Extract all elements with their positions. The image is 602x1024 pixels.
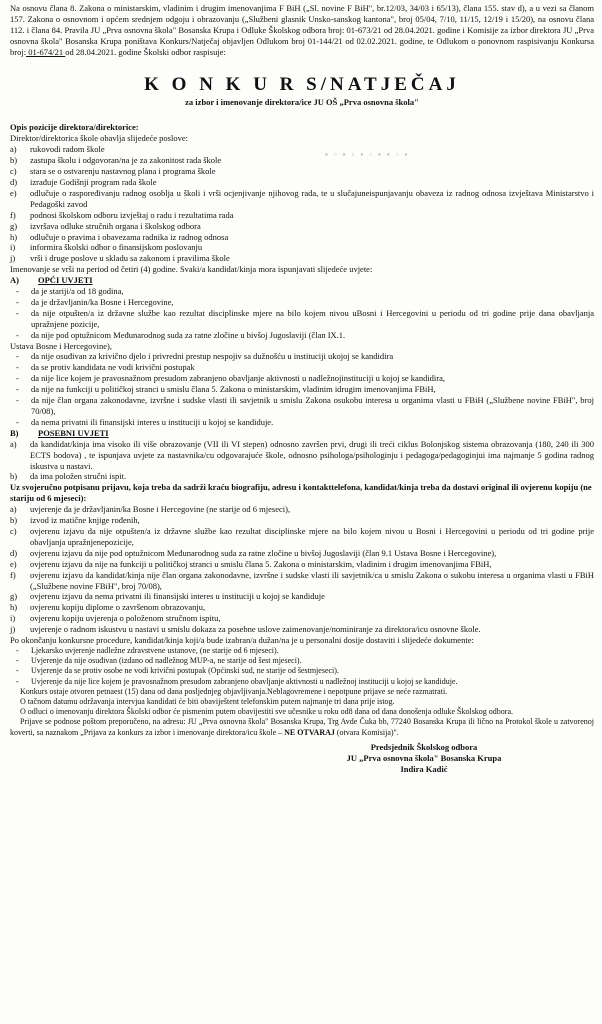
faded-stamp: ▪ ▫ ▪ ▫ ▪ ▫ ▪ ▪ ▫ ▪ xyxy=(325,150,410,159)
item-letter: a) xyxy=(10,504,17,515)
intro-paragraph xyxy=(10,3,594,58)
list-item-text: ovjerenu izjavu da nije na funkciji u političkoj stranci u smislu člana 5. Zakona o ministarskim, vladinim i drugim imenovanjima FBiH, xyxy=(30,558,492,569)
dash-bullet: - xyxy=(16,329,19,340)
list-item xyxy=(10,242,594,253)
submit-paragraph xyxy=(10,717,594,737)
list-item-text: izvod iz matične knjige rođenih, xyxy=(30,515,140,526)
item-letter: b) xyxy=(10,155,18,166)
list-item-text: da nije pod optužnicom Međunarodnog suda za ratne zločine u bivšoj Jugoslaviji (član IX.1. xyxy=(31,329,346,340)
item-letter: g) xyxy=(10,591,18,602)
dash-bullet: - xyxy=(16,362,19,373)
list-item xyxy=(10,677,594,687)
list-item-text: odlučuje o pravima i obavezama radnika iz radnog odnosa xyxy=(30,231,229,242)
documents-list xyxy=(10,504,594,635)
submit-end: (otvara Komisija)". xyxy=(334,727,399,737)
item-letter: h) xyxy=(10,231,18,242)
list-item xyxy=(10,656,594,666)
list-item-text: podnosi školskom odboru izvještaj o radu i rezultatima rada xyxy=(30,209,234,220)
list-item-text: ovjerenu kopiju uvjerenja o položenom stručnom ispitu, xyxy=(30,613,221,624)
item-letter: j) xyxy=(10,624,16,635)
signature-role: Predsjednik Školskog odbora xyxy=(370,741,478,752)
item-letter: e) xyxy=(10,558,17,569)
list-item-text: stara se o ostvarenju nastavnog plana i programa škole xyxy=(30,166,216,177)
item-letter: e) xyxy=(10,187,17,198)
item-letter: c) xyxy=(10,525,17,536)
after-documents-list xyxy=(10,646,594,687)
list-item xyxy=(10,570,594,592)
item-letter: d) xyxy=(10,176,18,187)
list-item xyxy=(10,210,594,221)
list-item xyxy=(10,591,594,602)
list-item-text: da je državljanin/ka Bosne i Hercegovine, xyxy=(31,296,174,307)
list-item xyxy=(10,166,594,177)
list-item-text: ovjerenu izjavu da nije pod optužnicom Međunarodnog suda za ratne zločine u bivšoj Jugoslaviji (član 9.1 Ustava Bosne i Hercegovine), xyxy=(30,547,497,558)
dash-bullet: - xyxy=(16,351,19,362)
item-letter: b) xyxy=(10,471,18,482)
dash-bullet: - xyxy=(16,416,19,427)
dash-bullet: - xyxy=(16,676,19,686)
list-item xyxy=(10,297,594,308)
list-item-text: uvjerenje da je državljanin/ka Bosne i Hercegovine (ne starije od 6 mjeseci), xyxy=(30,504,291,515)
opis-heading: Opis pozicije direktora/direktorice: xyxy=(10,122,139,133)
list-item xyxy=(10,504,594,515)
item-letter: f) xyxy=(10,569,16,580)
item-letter: f) xyxy=(10,209,16,220)
item-letter: c) xyxy=(10,166,17,177)
list-item-text: rukovodi radom škole xyxy=(30,144,105,155)
special-conditions-list xyxy=(10,439,594,483)
item-letter: g) xyxy=(10,220,18,231)
list-item xyxy=(10,526,594,548)
dash-bullet: - xyxy=(16,384,19,395)
list-item-text: da ima položen stručni ispit. xyxy=(30,471,127,482)
general-conditions-list xyxy=(10,286,594,341)
note-text: Konkurs ostaje otvoren petnaest (15) dana od dana posljednjeg objavljivanja.Neblagovremene i nepotpune prijave se neće razmatrati. xyxy=(20,686,448,696)
submit-text: Prijave se podnose poštom preporučeno, na adresu: JU „Prva osnovna škola" Bosanska Krupa, Trg Avde Čuka bb, 77240 Bosanska Krupa ili lično na Protokol škole u zatvorenoj koverti, sa naznakom „Prijava za konkurs za izbor i imenovanje direktora/icu škole – xyxy=(10,717,594,737)
list-item-text: Uvjerenje da nije lice kojem je pravosnažnom presudom zabranjeno obavljanje aktivnosti u nadležnoj instituciji u kojoj se kandiduje. xyxy=(31,676,458,686)
section-b-label: B) xyxy=(10,427,19,438)
note-text: O odluci o imenovanju direktora Školski odbor će pismenim putem obavijestiti sve učesnike u roku od8 dana od dana donošenja odluke Školskog odbora. xyxy=(20,707,514,717)
list-item xyxy=(10,646,594,656)
list-item-text: ovjerenu izjavu da kandidat/kinja nije član organa zakonodavne, izvršne i sudske vlasti ili savjetnik/ca u smislu Zakona o sukobu interesa u organima vlasti u FBiH („Službene novine FBiH", broj 70/08), xyxy=(30,569,594,591)
duties-list xyxy=(10,144,594,264)
list-item-text: da se protiv kandidata ne vodi krivični postupak xyxy=(31,362,195,373)
list-item xyxy=(10,559,594,570)
list-item-text: da nije osuđivan za krivično djelo i privredni prestup nespojiv sa dužnošću u instituciji ukojoj se kandidira xyxy=(31,351,394,362)
submit-bold: NE OTVARAJ xyxy=(282,727,335,737)
dash-bullet: - xyxy=(16,666,19,676)
note-text: O tačnom datumu održavanja intervjua kandidati će biti obaviještent telefonskim putem najmanje tri dana prije istog. xyxy=(20,696,395,706)
list-item xyxy=(10,232,594,243)
list-item xyxy=(10,362,594,373)
dash-bullet: - xyxy=(16,286,19,297)
document-title: K O N K U R S/NATJEČAJ xyxy=(144,73,460,95)
intro-end: od 28.04.2021. godine Školski odbor raspisuje: xyxy=(65,46,226,57)
list-item xyxy=(10,221,594,232)
item-letter: j) xyxy=(10,253,16,264)
dash-bullet: - xyxy=(16,307,19,318)
list-item xyxy=(10,471,594,482)
list-item xyxy=(10,417,594,428)
list-item xyxy=(10,155,594,166)
period-text: Imenovanje se vrši na period od četiri (4) godine. Svaki/a kandidat/kinja mora ispunjavati slijedeće uvjete: xyxy=(10,264,373,275)
list-item-text: ovjerenu izjavu da nije otpušten/a iz državne službe kao rezultat disciplinske mjere na bilo kojem nivou u Bosni i Hercegovini u periodu od tri godine prije obavljanja upražnjenepozicije, xyxy=(30,525,594,547)
list-item xyxy=(10,144,594,155)
list-item xyxy=(10,624,594,635)
dash-bullet: - xyxy=(16,373,19,384)
list-item xyxy=(10,308,594,330)
intro-number: 01-674/21 xyxy=(26,46,66,57)
section-a-title: OPĆI UVJETI xyxy=(38,275,93,286)
section-a-heading xyxy=(10,275,594,286)
list-item xyxy=(10,384,594,395)
list-item-text: vrši i druge poslove u skladu sa zakonom i pravilima škole xyxy=(30,253,230,264)
list-item-text: ovjerenu izjavu da nema privatni ili finansijski interes u instituciji u kojoj se kandiduje xyxy=(30,591,325,602)
item-letter: d) xyxy=(10,547,18,558)
item-letter: i) xyxy=(10,242,16,253)
document-subtitle: za izbor i imenovanje direktora/ice JU OŠ „Prva osnovna škola" xyxy=(185,96,419,107)
general-conditions-list-2 xyxy=(10,351,594,427)
list-item xyxy=(10,373,594,384)
list-item-text: uvjerenje o radnom iskustvu u nastavi u smislu dokaza za posebne uslove zaimenovanje/nominiranje za direktora/icu osnovne škole. xyxy=(30,624,481,635)
item-letter: i) xyxy=(10,613,16,624)
list-item-text: da nije otpušten/a iz državne službe kao rezultat disciplinske mjere na bilo kojem nivou uBosni i Hercegovini u periodu od tri godine prije dana obavljanja upražnjene pozicije, xyxy=(31,307,594,329)
section-b-title: POSEBNI UVJETI xyxy=(38,427,109,438)
list-item xyxy=(10,330,594,341)
list-item xyxy=(10,286,594,297)
signature-block xyxy=(10,742,594,775)
list-item-text: ovjerenu kopiju diplome o završenom obrazovanju, xyxy=(30,602,206,613)
list-item-text: da nije član organa zakonodavne, izvršne i sudske vlasti ili savjetnik u smislu Zakona osukobu interesa u organima vlasti u FBiH („Službene novine FBiH", broj 70/08), xyxy=(31,395,594,416)
docs-heading: Uz svojeručno potpisanu prijavu, koja treba da sadrži kraću biografiju, adresu i kontakttelefona, kandidat/kinja treba da dostavi original ili ovjerenu kopiju (ne stariju od 6 mjeseci): xyxy=(10,482,592,504)
intro-text: Na osnovu člana 8. Zakona o ministarskim, vladinim i drugim imenovanjima F BiH („Sl. novine F BiH", br.12/03, 34/03 i 65/13), člana 155. stav d), a u vezi sa članom 157. Zakona o osnovnom i općem srednjem odgoju i obrazovanju („Službeni glasnik Unsko-sanskog kantona", broj 05/04, 7/10, 11/15, 12/19 i 15/20), na osnovu člana 112. i člana 84. Pravila JU „Prva osnovna škola" Bosanska Krupa i Odluke Školskog odbora broj: 01-673/21 od 28.04.2021. godine i Komisije za izbor direktora JU „Prva osnovna škola" Bosanska Krupa poništava Konkurs/Natječaj objavljen Odlukom broj 01-144/21 od 02.02.2021. godine, te Odlukom o ponovnom raspisivanju Konkursa broj: xyxy=(10,3,594,57)
list-item xyxy=(10,602,594,613)
signature-name: Indira Kadić xyxy=(400,763,448,774)
dash-bullet: - xyxy=(16,395,19,406)
list-item-text: odlučuje o raspoređivanju radnog osoblja u školi i vrši ocjenjivanje njihovog rada, te u slučajuneispunjavanju obaveza iz radnog odnosa izvještava Ministarstvo i Pedagoški zavod xyxy=(30,187,594,209)
ustav-text: Ustava Bosne i Hercegovine), xyxy=(10,340,112,351)
list-item-text: zastupa školu i odgovoran/na je za zakonitost rada škole xyxy=(30,155,222,166)
list-item-text: da nema privatni ili finansijski interes u instituciji u kojoj se kandiduje. xyxy=(31,416,274,427)
list-item-text: Ljekarsko uvjerenje nadležne zdravstvene ustanove, (ne starije od 6 mjeseci). xyxy=(31,645,279,655)
list-item xyxy=(10,515,594,526)
list-item-text: da nije lice kojem je pravosnažnom presudom zabranjeno obavljanje aktivnosti u nadležnojinstituciji u kojoj se kandidira, xyxy=(31,373,446,384)
list-item xyxy=(10,666,594,676)
list-item xyxy=(10,613,594,624)
dash-bullet: - xyxy=(16,645,19,655)
list-item xyxy=(10,253,594,264)
list-item-text: da je stariji/a od 18 godina, xyxy=(31,286,124,297)
list-item-text: izvršava odluke stručnih organa i školskog odbora xyxy=(30,220,201,231)
section-b-heading xyxy=(10,428,594,439)
list-item xyxy=(10,351,594,362)
list-item-text: izrađuje Godišnji program rada škole xyxy=(30,176,157,187)
item-letter: b) xyxy=(10,515,18,526)
list-item-text: informira školski odbor o finansijskom poslovanju xyxy=(30,242,203,253)
notes-list xyxy=(10,687,594,718)
dash-bullet: - xyxy=(16,296,19,307)
list-item xyxy=(10,395,594,417)
opis-intro: Direktor/direktorica škole obavlja slijedeće poslove: xyxy=(10,133,188,144)
signature-institution: JU „Prva osnovna škola" Bosanska Krupa xyxy=(346,752,502,763)
list-item xyxy=(10,177,594,188)
list-item-text: da kandidat/kinja ima visoko ili više obrazovanje (VII ili VI stepen) odnosno završen prvi, drugi ili treći ciklus Bolonjskog sistema obrazovanja (180, 240 ili 300 ECTS bodova) , te ispunjava uvjete za nastavnika/cu odgovarajuće škole, odnosno psihologa/psihologinju i pedagoga/pedagoginjui ima najmanje 5 godina radnog iskustva u nastavi. xyxy=(30,438,594,471)
section-a-label: A) xyxy=(10,275,19,286)
after-text: Po okončanju konkursne procedure, kandidat/kinja koji/a bude izabran/a dužan/na je u personalni dosije dostaviti i slijedeće dokumente: xyxy=(10,635,474,646)
item-letter: a) xyxy=(10,438,17,449)
list-item-text: Uvjerenje da nije osuđivan (izdano od nadležnog MUP-a, ne starije od šest mjeseci). xyxy=(31,656,302,666)
dash-bullet: - xyxy=(16,656,19,666)
list-item-text: da nije na funkciji u političkoj stranci u smislu člana 5. Zakona o ministarskim, vladinim idrugim imenovanjima FBiH, xyxy=(31,384,436,395)
item-letter: h) xyxy=(10,602,18,613)
list-item-text: Uvjerenje da se protiv osobe ne vodi krivični postupak (Općinski sud, ne starije od šestmjeseci). xyxy=(31,666,339,676)
list-item xyxy=(10,439,594,472)
list-item xyxy=(10,548,594,559)
item-letter: a) xyxy=(10,144,17,155)
list-item xyxy=(10,188,594,210)
